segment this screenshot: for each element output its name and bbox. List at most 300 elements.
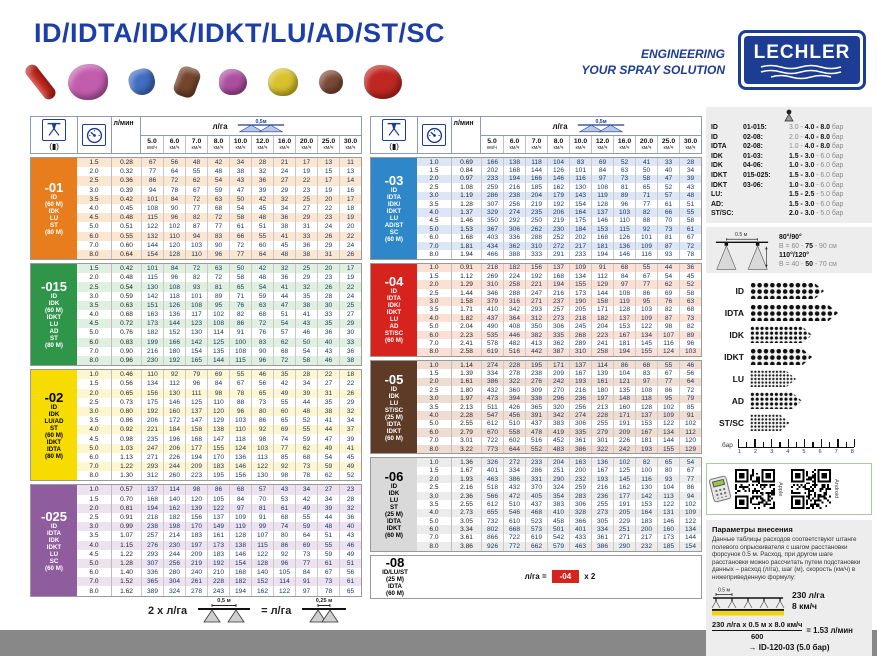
- range-size: 015-025:: [743, 171, 771, 179]
- rate-cell: 139: [591, 369, 613, 377]
- scale-tick: [746, 442, 747, 447]
- rate-cell: 260: [163, 471, 185, 480]
- group-nozzle-type: IDTA: [47, 529, 61, 537]
- rate-cell: 72: [679, 386, 701, 394]
- rate-cell: 236: [591, 492, 613, 500]
- rate-cell: 238: [141, 522, 163, 531]
- rate-cell: 47: [317, 434, 339, 443]
- rate-cell: 316: [503, 297, 525, 305]
- rate-cell: 63: [679, 297, 701, 305]
- rate-cell: 292: [503, 217, 525, 225]
- rate-cell: 58: [295, 356, 317, 365]
- formula-result: = 1.53 л/мин: [806, 625, 853, 635]
- rate-cell: 88: [635, 217, 657, 225]
- rate-cell: 89: [613, 192, 635, 200]
- flow-cell: 2.36: [451, 492, 481, 500]
- rate-cell: 27: [339, 310, 361, 319]
- rate-cell: 230: [163, 541, 185, 550]
- rate-cell: 39: [295, 389, 317, 398]
- angle-2: 110°/120°: [779, 251, 810, 259]
- table-row: [417, 264, 701, 272]
- table-row: [77, 495, 361, 504]
- pressure-cell: 5.0: [429, 420, 439, 428]
- group-nozzle-type: (60 M): [385, 434, 403, 442]
- rate-cell: 346: [481, 289, 503, 297]
- table-row: [417, 339, 701, 347]
- rate-cell: 128: [229, 531, 251, 540]
- table-row: [417, 297, 701, 305]
- speed-headers: [141, 136, 361, 153]
- rate-cell: 59: [317, 462, 339, 471]
- nozzle-photo: [219, 69, 247, 95]
- group-nozzle-type: IDTA: [387, 420, 401, 428]
- rate-cell: 132: [141, 232, 163, 241]
- speed-header-cell: 8.0 км/ч: [547, 136, 569, 153]
- rate-cell: 120: [185, 495, 207, 504]
- rate-cell: 65: [273, 416, 295, 425]
- rate-cell: 86: [207, 485, 229, 494]
- rate-cell: 482: [503, 339, 525, 347]
- rate-cell: 217: [635, 534, 657, 542]
- rate-cell: 60: [273, 407, 295, 416]
- rate-cell: 56: [679, 369, 701, 377]
- rate-cell: 91: [591, 264, 613, 272]
- rate-cell: 54: [273, 319, 295, 328]
- pressure-cell: 3.0: [429, 492, 439, 500]
- rate-cell: 95: [635, 297, 657, 305]
- pressure-cell: 2.0: [429, 475, 439, 483]
- rate-cell: 131: [657, 509, 679, 517]
- flow-cell: 0.56: [111, 379, 141, 388]
- rate-cell: 21: [273, 158, 295, 167]
- group-nozzle-type: ST/SC: [384, 406, 404, 414]
- table-row: [77, 347, 361, 356]
- rate-cell: 68: [679, 306, 701, 314]
- rate-cell: 257: [141, 531, 163, 540]
- pressure-range-row: [711, 181, 867, 191]
- flow-cell: 0.42: [111, 195, 141, 204]
- rate-cell: 54: [679, 458, 701, 466]
- rate-cell: 39: [339, 434, 361, 443]
- pressure-cell: 1.0: [429, 361, 439, 369]
- rate-cell: 278: [503, 369, 525, 377]
- tagline-line2: YOUR SPRAY SOLUTION: [581, 63, 725, 78]
- rate-cell: 271: [141, 453, 163, 462]
- rate-cell: 324: [547, 483, 569, 491]
- rate-cell: 48: [273, 250, 295, 259]
- rate-cell: 192: [163, 356, 185, 365]
- table-row: [77, 559, 361, 568]
- rate-cell: 163: [141, 310, 163, 319]
- table-row: [417, 411, 701, 419]
- rate-cell: 95: [207, 301, 229, 310]
- rate-cell: 334: [503, 467, 525, 475]
- rate-cell: 41: [635, 158, 657, 166]
- rate-cell: 229: [613, 517, 635, 525]
- pressure-cell: 6.0: [429, 234, 439, 242]
- group-nozzle-type: IDTA: [387, 517, 401, 525]
- flow-cell: 1.52: [111, 577, 141, 586]
- nozzle-recommendation: → ID-120-03 (5.0 бар): [748, 642, 830, 652]
- pressure-cell: 2.5: [89, 177, 99, 185]
- table-row: [77, 389, 361, 398]
- rate-cell: 107: [657, 331, 679, 339]
- group-label-015: [31, 264, 77, 365]
- formula-numerator: 230 л/га x 0.5 м x 8.0 км/ч: [712, 619, 803, 629]
- nozzle-size-group: [370, 263, 702, 357]
- rate-cell: 209: [547, 369, 569, 377]
- rate-cell: 36: [339, 513, 361, 522]
- rate-cell: 63: [613, 166, 635, 174]
- rate-cell: 35: [295, 292, 317, 301]
- rate-cell: 68: [295, 453, 317, 462]
- rate-cell: 46: [339, 541, 361, 550]
- rate-cell: 24: [339, 292, 361, 301]
- table-row: [417, 183, 701, 191]
- rate-cell: 100: [635, 467, 657, 475]
- rate-cell: 655: [481, 509, 503, 517]
- rate-cell: 223: [185, 471, 207, 480]
- flow-cell: 2.79: [451, 428, 481, 436]
- rate-cell: 26: [339, 250, 361, 259]
- rate-cell: 181: [591, 242, 613, 250]
- rate-cell: 413: [525, 339, 547, 347]
- table-row: [77, 550, 361, 559]
- group-nozzle-type: IDKT: [386, 309, 402, 317]
- group-size-code: -08: [385, 555, 405, 571]
- rate-cell: 286: [525, 467, 547, 475]
- rate-cell: 328: [569, 509, 591, 517]
- pressure-cell: 3.5: [89, 195, 99, 203]
- rate-cell: 27: [295, 204, 317, 213]
- droplet-pattern-arrow: [750, 282, 824, 299]
- rate-cell: 279: [591, 428, 613, 436]
- rate-cell: 119: [591, 192, 613, 200]
- table-row: [417, 225, 701, 233]
- rate-cell: 510: [503, 420, 525, 428]
- rate-cell: 117: [185, 310, 207, 319]
- rate-cell: 306: [569, 500, 591, 508]
- rate-cell: 93: [657, 250, 679, 258]
- rate-cell: 255: [591, 500, 613, 508]
- rate-cell: 82: [679, 322, 701, 330]
- speed-header-cell: 12.0 км/ч: [251, 136, 273, 153]
- rate-cell: 34: [295, 379, 317, 388]
- spacing-05-diagram-icon: [196, 596, 252, 625]
- rate-cell: 236: [569, 395, 591, 403]
- group-nozzle-type: IDKT: [46, 543, 62, 551]
- rate-cell: 78: [679, 250, 701, 258]
- rate-cell: 11: [339, 158, 361, 167]
- rate-cell: 386: [591, 542, 613, 550]
- rate-cell: 38: [295, 250, 317, 259]
- pressure-cell: 8.0: [89, 357, 99, 365]
- table-row: [77, 273, 361, 282]
- rate-cell: 96: [163, 213, 185, 222]
- rate-cell: 87: [657, 314, 679, 322]
- pressure-cell: 3.5: [89, 417, 99, 425]
- rate-cell: 114: [591, 361, 613, 369]
- rate-cell: 91: [295, 577, 317, 586]
- group-nozzle-type: ID: [50, 293, 58, 301]
- rate-cell: 478: [525, 428, 547, 436]
- rate-cell: 177: [185, 444, 207, 453]
- params-heading: Параметры внесения: [712, 524, 793, 534]
- rate-cell: 542: [547, 534, 569, 542]
- rate-cell: 93: [657, 475, 679, 483]
- group-nozzle-type: (60 M): [385, 235, 403, 243]
- rate-cell: 78: [295, 471, 317, 480]
- speed-header-cell: 6.0 км/ч: [163, 136, 185, 153]
- rate-cell: 192: [141, 407, 163, 416]
- rate-cell: 228: [591, 411, 613, 419]
- rate-cell: 213: [591, 403, 613, 411]
- rate-cell: 388: [503, 250, 525, 258]
- nozzle-glyph: (▮): [389, 142, 399, 151]
- range-pressures: 2.0 - 3.0 - 5.0 бар: [789, 210, 844, 218]
- table-row: [417, 158, 701, 166]
- scale-tick: [779, 442, 780, 447]
- rate-cell: 173: [569, 289, 591, 297]
- rate-cell: 84: [295, 568, 317, 577]
- group-nozzle-type: IDK: [388, 392, 400, 400]
- speed-header-cell: 7.0 км/ч: [185, 136, 207, 153]
- rate-cell: 65: [635, 183, 657, 191]
- range-size: [743, 190, 789, 200]
- boom-diagram-icon: [712, 586, 784, 616]
- rate-cell: 52: [339, 471, 361, 480]
- group-rows: [419, 556, 701, 598]
- group-rows: [77, 264, 361, 365]
- rate-cell: 182: [141, 328, 163, 337]
- group-nozzle-type: ST/SC: [384, 330, 404, 338]
- rate-cell: 27: [317, 379, 339, 388]
- rate-cell: 116: [657, 339, 679, 347]
- tagline-line1: ENGINEERING: [640, 47, 725, 61]
- rate-cell: 17: [317, 176, 339, 185]
- rate-cell: 101: [185, 292, 207, 301]
- table-row: [77, 186, 361, 195]
- pressure-range-row: [711, 209, 867, 219]
- rate-cell: 773: [481, 445, 503, 453]
- flow-cell: 0.45: [111, 204, 141, 213]
- rate-cell: 619: [525, 534, 547, 542]
- rate-cell: 67: [229, 379, 251, 388]
- rate-cell: 67: [141, 158, 163, 167]
- rate-cell: 226: [613, 437, 635, 445]
- rate-cell: 80: [657, 467, 679, 475]
- rate-cell: 48: [295, 407, 317, 416]
- rate-cell: 101: [141, 264, 163, 273]
- rate-cell: 98: [657, 322, 679, 330]
- range-nozzle-name: ID: [711, 133, 718, 141]
- rate-cell: 152: [251, 577, 273, 586]
- rate-cell: 115: [613, 225, 635, 233]
- table-row: [417, 369, 701, 377]
- group-nozzle-type: (80 M): [45, 342, 63, 350]
- rate-cell: 78: [317, 586, 339, 595]
- logo-waves-icon: [759, 64, 845, 78]
- table-header: [30, 116, 362, 154]
- flow-cell: 3.22: [451, 445, 481, 453]
- rate-cell: 200: [569, 467, 591, 475]
- rate-cell: 104: [613, 369, 635, 377]
- rate-cell: 55: [185, 167, 207, 176]
- flow-cell: 3.05: [451, 517, 481, 525]
- pressure-cell: 8.0: [429, 542, 439, 550]
- droplet-nozzle-label: IDKT: [724, 351, 744, 362]
- rate-header: л/га 0,5м: [481, 117, 701, 136]
- scale-label: бар: [722, 441, 733, 449]
- group-nozzle-type: (60 M): [45, 431, 63, 439]
- flow-cell: 2.04: [451, 322, 481, 330]
- rate-cell: 196: [163, 434, 185, 443]
- rate-cell: 55: [273, 398, 295, 407]
- rate-cell: 181: [613, 339, 635, 347]
- rate-cell: 468: [525, 509, 547, 517]
- rate-cell: 310: [569, 348, 591, 356]
- table-row: [77, 444, 361, 453]
- flow-cell: 1.22: [111, 462, 141, 471]
- rate-cell: 17: [295, 158, 317, 167]
- rate-cell: 668: [503, 525, 525, 533]
- pressure-cell: 1.0: [429, 158, 439, 166]
- rate-cell: 77: [635, 280, 657, 288]
- group-rows: [417, 264, 701, 356]
- flow-cell: 1.94: [451, 250, 481, 258]
- rate-cell: 272: [547, 242, 569, 250]
- pressure-cell: 1.5: [429, 370, 439, 378]
- rate-cell: 108: [613, 289, 635, 297]
- rate-cell: 24: [273, 167, 295, 176]
- rate-cell: 34: [339, 416, 361, 425]
- flow-cell: 1.61: [451, 378, 481, 386]
- rate-cell: 334: [591, 525, 613, 533]
- pressure-cell: 3.5: [429, 500, 439, 508]
- table-row: [77, 370, 361, 379]
- rate-cell: 147: [207, 434, 229, 443]
- rate-cell: 195: [525, 361, 547, 369]
- rate-cell: 45: [339, 453, 361, 462]
- rate-cell: 193: [569, 378, 591, 386]
- rate-cell: 55: [229, 370, 251, 379]
- rate-cell: 40: [339, 522, 361, 531]
- rate-cell: 198: [163, 522, 185, 531]
- rate-cell: 96: [273, 559, 295, 568]
- rate-cell: 59: [251, 292, 273, 301]
- flow-cell: 2.41: [451, 339, 481, 347]
- rate-cell: 168: [503, 166, 525, 174]
- rate-cell: 202: [481, 166, 503, 174]
- rate-cell: 251: [613, 525, 635, 533]
- rate-cell: 274: [481, 361, 503, 369]
- group-nozzle-type: SC: [49, 557, 59, 565]
- rate-cell: 130: [635, 483, 657, 491]
- pressure-cell: 3.5: [89, 532, 99, 540]
- rate-cell: 64: [679, 378, 701, 386]
- rate-cell: 29: [317, 241, 339, 250]
- rate-cell: 59: [295, 434, 317, 443]
- table-row: [417, 525, 701, 533]
- flow-cell: 2.28: [451, 411, 481, 419]
- range-nozzle-name: ID: [711, 124, 718, 131]
- pressure-cell: 1.0: [89, 371, 99, 379]
- pressure-cell: 5.0: [429, 323, 439, 331]
- group-nozzle-type: LU: [389, 214, 399, 222]
- table-row: [417, 166, 701, 174]
- droplet-pattern-arrow: [750, 348, 812, 365]
- table-row: [77, 264, 361, 273]
- rate-cell: 34: [679, 166, 701, 174]
- flow-cell: 1.37: [451, 208, 481, 216]
- rate-cell: 44: [295, 398, 317, 407]
- rate-cell: 29: [339, 398, 361, 407]
- table-row: [77, 471, 361, 480]
- rate-cell: 866: [481, 534, 503, 542]
- rate-cell: 36: [339, 347, 361, 356]
- pressure-cell: 8.0: [89, 472, 99, 480]
- rate-cell: 205: [613, 509, 635, 517]
- rate-cell: 244: [163, 462, 185, 471]
- rate-cell: 335: [547, 331, 569, 339]
- rate-cell: 350: [481, 217, 503, 225]
- rate-cell: 29: [295, 213, 317, 222]
- rate-cell: 96: [679, 339, 701, 347]
- flow-cell: 3.61: [451, 534, 481, 542]
- rate-cell: 113: [657, 492, 679, 500]
- flow-cell: 0.68: [111, 310, 141, 319]
- rate-cell: 138: [503, 158, 525, 166]
- nozzle-size-group: [370, 360, 702, 454]
- rate-cell: 111: [185, 389, 207, 398]
- rate-cell: 48: [251, 273, 273, 282]
- nozzle-photo: [172, 64, 203, 100]
- nozzle-photo: [68, 64, 108, 100]
- rate-cell: 96: [163, 273, 185, 282]
- rate-cell: 114: [207, 328, 229, 337]
- pressure-cell: 6.0: [89, 569, 99, 577]
- rate-cell: 98: [251, 434, 273, 443]
- group-nozzle-type: IDK: [48, 300, 60, 308]
- rate-cell: 108: [185, 301, 207, 310]
- rate-cell: 86: [229, 319, 251, 328]
- droplet-nozzle-label: AD: [731, 395, 744, 406]
- rate-cell: 136: [613, 242, 635, 250]
- rate-cell: 84: [163, 264, 185, 273]
- rate-cell: 262: [525, 225, 547, 233]
- formula-denominator: 600: [751, 631, 764, 641]
- rate-cell: 47: [657, 175, 679, 183]
- rate-cell: 136: [163, 310, 185, 319]
- rate-cell: 185: [657, 542, 679, 550]
- rate-cell: 68: [229, 485, 251, 494]
- rate-cell: 18: [339, 204, 361, 213]
- flow-cell: 1.39: [451, 369, 481, 377]
- rate-cell: 45: [679, 272, 701, 280]
- rate-cell: 401: [481, 467, 503, 475]
- rate-cell: 331: [525, 475, 547, 483]
- droplet-pattern-arrow: [750, 370, 796, 387]
- rate-cell: 195: [207, 471, 229, 480]
- rate-cell: 43: [679, 183, 701, 191]
- rate-cell: 153: [635, 420, 657, 428]
- rate-cell: 144: [141, 241, 163, 250]
- table-row: [417, 217, 701, 225]
- rate-cell: 391: [525, 411, 547, 419]
- rate-cell: 102: [679, 500, 701, 508]
- table-row: [77, 292, 361, 301]
- rate-cell: 25: [295, 264, 317, 273]
